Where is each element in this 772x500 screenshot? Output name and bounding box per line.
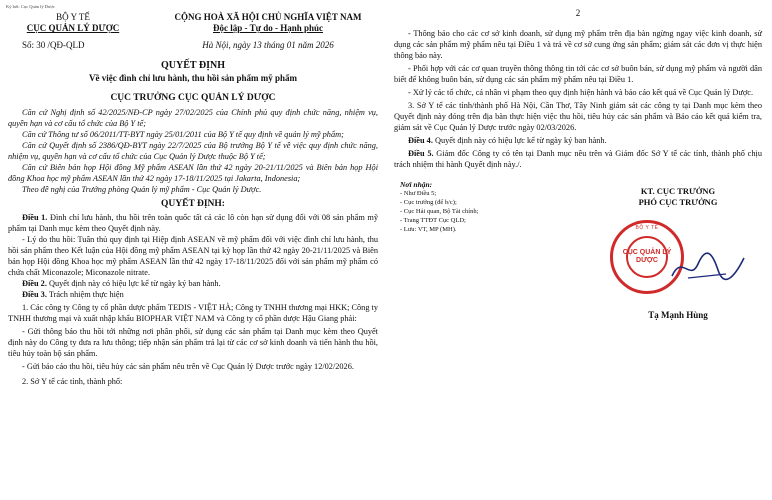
- legal-basis: Căn cứ Nghị định số 42/2025/NĐ-CP ngày 27/02/2025 của Chính phủ quy định chức năng, nhiệm vụ, quyền hạn và cơ cấu tổ chức của Bộ Y tế;: [8, 108, 378, 128]
- issue-date: Hà Nội, ngày 13 tháng 01 năm 2026: [202, 40, 334, 50]
- document-header: [8, 12, 378, 51]
- legal-basis: Căn cứ Quyết định số 2386/QĐ-BYT ngày 22/7/2025 của Bộ trưởng Bộ Y tế về việc quy định chức năng, nhiệm vụ, quyền hạn và cơ cấu tổ chức của Cục Quản lý Dược thuộc Bộ Y tế;: [8, 141, 378, 161]
- article-3: [8, 289, 378, 300]
- article-2-label: Điều 2.: [22, 279, 47, 288]
- signer-name: Tạ Mạnh Hùng: [648, 310, 708, 320]
- recipient: - Trang TTĐT Cục QLD;: [400, 217, 466, 224]
- article-3-item-1b: - Gửi báo cáo thu hồi, tiêu hủy các sản phẩm nêu trên về Cục Quản lý Dược trước ngày 12/02/2026.: [22, 362, 354, 371]
- page-number: 2: [575, 8, 581, 18]
- article-5: [394, 148, 762, 170]
- page-2: [386, 0, 772, 500]
- article-3-item-2: 2. Sở Y tế các tỉnh, thành phố:: [22, 377, 123, 386]
- article-1-label: Điều 1.: [22, 213, 48, 222]
- digital-signature-note: Ký bởi: Cục Quản lý Dược: [6, 4, 55, 9]
- obligation-item: - Thông báo cho các cơ sở kinh doanh, sử dụng mỹ phẩm trên địa bàn ngừng ngay việc kinh doanh, sử dụng các sản phẩm mỹ phẩm nêu tại Điều 1 và trả về cơ sở cung ứng sản phẩm; giám sát các đơn vị thực hiện thông báo này.: [394, 29, 762, 60]
- authority-heading: CỤC TRƯỞNG CỤC QUẢN LÝ DƯỢC: [110, 93, 276, 103]
- republic-name: CỘNG HOÀ XÃ HỘI CHỦ NGHĨA VIỆT NAM: [174, 12, 362, 22]
- seal-ring-text: BỘ Y TẾ: [635, 225, 659, 231]
- national-motto-block: [158, 12, 378, 51]
- article-5-label: Điều 5.: [408, 149, 434, 158]
- seal-text: CỤC QUẢN LÝ DƯỢC: [622, 249, 672, 264]
- article-2: [8, 278, 378, 289]
- article-4-text: Quyết định này có hiệu lực kể từ ngày ký ban hành.: [432, 136, 607, 145]
- document-title: QUYẾT ĐỊNH: [161, 60, 225, 71]
- article-3-item-1: 1. Các công ty Công ty cổ phần dược phẩm TEDIS - VIỆT HÀ; Công ty TNHH thương mại HKK; Công ty TNHH thương mại và xuất nhập khẩu BIOPHAR VIỆT NAM và Công ty cổ phần dược Hậu Giang phải:: [8, 303, 378, 323]
- recipient: - Cục trưởng (để b/c);: [400, 199, 457, 206]
- legal-basis: Căn cứ Biên bản họp Hội đồng Mỹ phẩm ASEAN lần thứ 42 ngày 20-21/11/2025 và Biên bản họp Hội đồng Khoa học mỹ phẩm ASEAN lần thứ 42 ngày 17-18/11/2025 tại Jakarta, Indonesia;: [8, 163, 378, 183]
- article-4-label: Điều 4.: [408, 136, 433, 145]
- recipient: - Như Điều 5;: [400, 190, 437, 197]
- article-4: [394, 135, 762, 146]
- obligation-item: - Xử lý các tổ chức, cá nhân vi phạm theo quy định hiện hành và báo cáo kết quả về Cục Quản lý Dược.: [408, 88, 754, 97]
- article-5-text: Giám đốc Công ty có tên tại Danh mục nêu trên và Giám đốc Sở Y tế các tỉnh, thành phố chịu trách nhiệm thi hành Quyết định này./.: [394, 149, 762, 169]
- handwritten-signature-icon: [668, 248, 748, 288]
- recipients-list: [400, 180, 550, 234]
- article-2-text: Quyết định này có hiệu lực kể từ ngày ký ban hành.: [46, 279, 221, 288]
- legal-basis: Căn cứ Thông tư số 06/2011/TT-BYT ngày 25/01/2011 của Bộ Y tế quy định về quản lý mỹ phẩm;: [22, 130, 344, 139]
- ministry-name: BỘ Y TẾ: [56, 12, 90, 22]
- signer-title-1: KT. CỤC TRƯỞNG: [640, 186, 716, 196]
- document-subtitle: Về việc đình chỉ lưu hành, thu hồi sản phẩm mỹ phẩm: [89, 73, 297, 83]
- legal-bases: [8, 107, 378, 195]
- article-3-text: Trách nhiệm thực hiện: [46, 290, 124, 299]
- obligation-item: - Phối hợp với các cơ quan truyền thông thông tin tới các cơ sở buôn bán, sử dụng mỹ phẩm và người dân biết để không buôn bán, sử dụng các sản phẩm mỹ phẩm nêu tại Điều 1.: [394, 64, 762, 84]
- signer-title-2: PHÓ CỤC TRƯỞNG: [638, 197, 718, 207]
- article-1-reason: - Lý do thu hồi: Tuân thủ quy định tại Hiệp định ASEAN về mỹ phẩm đối với việc đình chỉ lưu hành, thu hồi sản phẩm theo Kết luận của Hội đồng mỹ phẩm ASEAN tại kỳ họp lần thứ 42 ngày 20-21/11/2025 và Biên bản họp Hội đồng Khoa học mỹ phẩm ASEAN lần thứ 42 ngày 17-18/11/2025 đối với sản phẩm mỹ phẩm có chứa chất Miconazole; Miconazole nitrate.: [8, 235, 378, 277]
- article-1: [8, 212, 378, 234]
- article-1-text: Đình chỉ lưu hành, thu hồi trên toàn quốc tất cả các lô còn hạn sử dụng đối với 08 sản phẩm mỹ phẩm tại Danh mục kèm theo Quyết định này.: [8, 213, 378, 233]
- issuer-block: [8, 12, 138, 51]
- legal-basis: Theo đề nghị của Trưởng phòng Quản lý mỹ phẩm - Cục Quản lý Dược.: [22, 185, 262, 194]
- recipient: - Lưu: VT, MP (MH).: [400, 226, 457, 233]
- document-number: Số: 30 /QĐ-QLD: [22, 40, 85, 50]
- article-3-label: Điều 3.: [22, 290, 47, 299]
- article-3-item-3: 3. Sở Y tế các tỉnh/thành phố Hà Nội, Cần Thơ, Tây Ninh giám sát các công ty tại Danh mục kèm theo Quyết định này đóng trên địa bàn thực hiện việc thu hồi, tiêu hủy các sản phẩm và Báo cáo kết quả kiểm tra, giám sát về Cục Quản lý Dược trước ngày 02/03/2026.: [394, 101, 762, 132]
- recipient: - Cục Hải quan, Bộ Tài chính;: [400, 208, 479, 215]
- motto: Độc lập - Tự do - Hạnh phúc: [212, 23, 323, 33]
- recipients-heading: Nơi nhận:: [400, 180, 433, 189]
- signature-area: [394, 180, 762, 350]
- signer-block: [598, 186, 758, 320]
- decides-heading: QUYẾT ĐỊNH:: [161, 199, 225, 209]
- article-3-item-1a: - Gửi thông báo thu hồi tới những nơi phân phối, sử dụng các sản phẩm tại Danh mục kèm theo Quyết định này do Công ty đưa ra lưu thông; tiếp nhận sản phẩm trả lại từ các cơ sở kinh doanh và tiến hành thu hồi, tiêu hủy toàn bộ sản phẩm.: [8, 327, 378, 358]
- department-name: CỤC QUẢN LÝ DƯỢC: [26, 23, 120, 33]
